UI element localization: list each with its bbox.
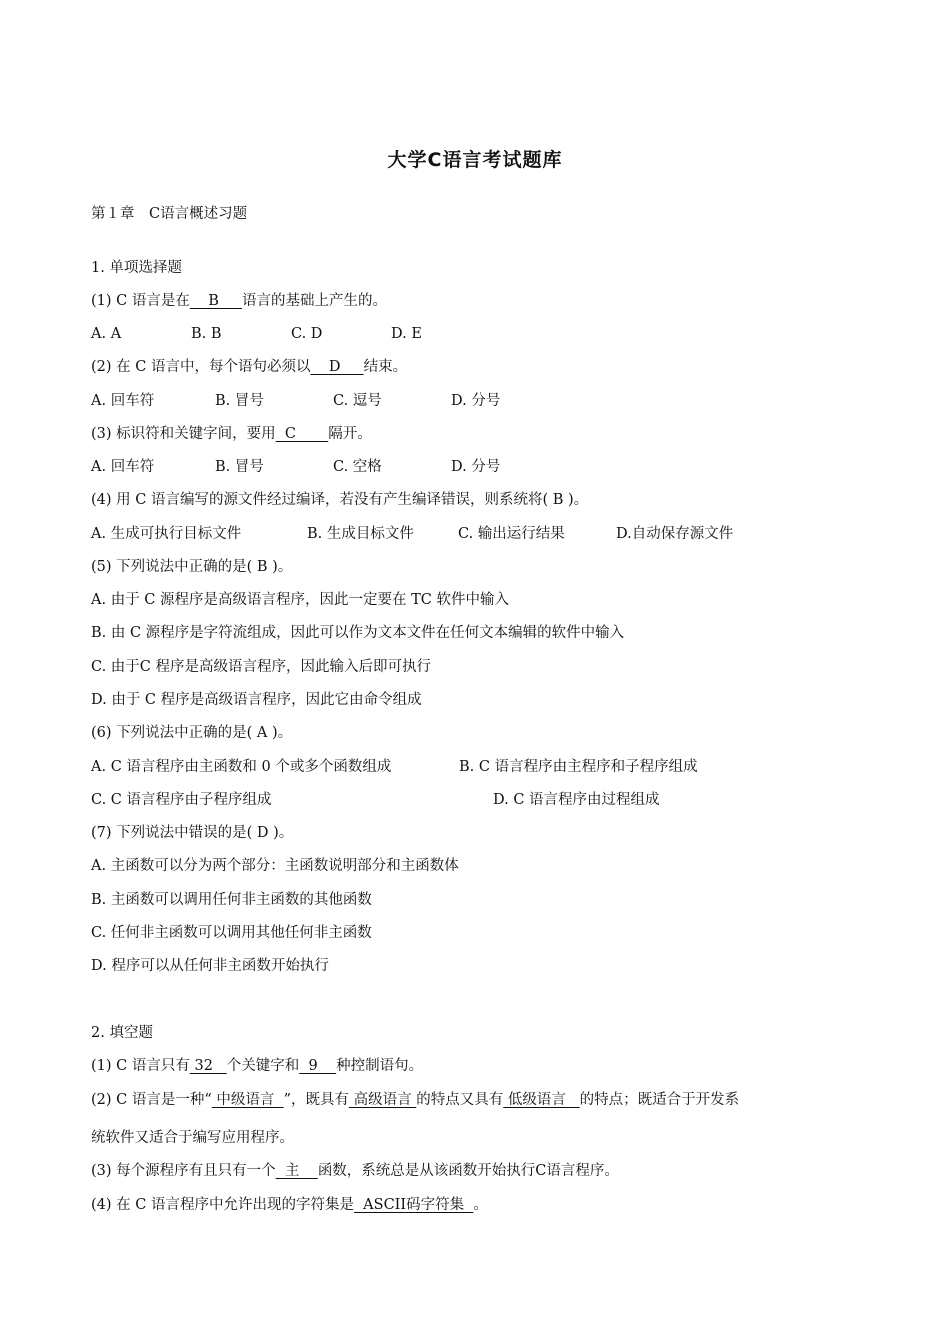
question-3-options — [91, 457, 500, 477]
fill-question-3: (3) 每个源程序有且只有一个 主 函数，系统总是从该函数开始执行C语言程序。 — [91, 1163, 619, 1179]
option-b: B. 生成目标文件 — [307, 526, 414, 542]
answer-blank: 32 — [189, 1058, 227, 1074]
question-7-option-d: D. 程序可以从任何非主函数开始执行 — [91, 958, 329, 974]
answer-blank: 9 — [299, 1058, 337, 1074]
fill-question-2-continued: 统软件又适合于编写应用程序。 — [91, 1130, 294, 1146]
option-b: B. 冒号 — [215, 393, 264, 409]
page-title: 大学C语言考试题库 — [387, 149, 563, 171]
fill-question-2: (2) C 语言是一种“ 中级语言 ”，既具有 高级语言 的特点又具有 低级语言 的特点；既适合于开发系 — [91, 1092, 740, 1108]
question-6-options-row2 — [91, 790, 660, 810]
fill-question-1: (1) C 语言只有 32 个关键字和 9 种控制语句。 — [91, 1058, 424, 1074]
question-2: (2) 在 C 语言中，每个语句必须以 D 结束。 — [91, 359, 408, 375]
option-a: A. 回车符 — [91, 393, 155, 409]
option-c: C. D — [291, 326, 323, 342]
question-2-options — [91, 391, 500, 411]
question-5: (5) 下列说法中正确的是( B )。 — [91, 559, 293, 575]
question-5-option-b: B. 由 C 源程序是字符流组成，因此可以作为文本文件在任何文本编辑的软件中输入 — [91, 625, 625, 641]
question-5-option-a: A. 由于 C 源程序是高级语言程序，因此一定要在 TC 软件中输入 — [91, 592, 509, 608]
option-a: A. C 语言程序由主函数和 0 个或多个函数组成 — [91, 759, 392, 775]
question-1-options — [91, 324, 422, 344]
option-c: C. 空格 — [333, 459, 382, 475]
question-5-option-c: C. 由于C 程序是高级语言程序，因此输入后即可执行 — [91, 659, 431, 675]
answer-blank: 高级语言 — [349, 1092, 417, 1108]
option-d: D. C 语言程序由过程组成 — [493, 792, 660, 808]
option-b: B. 冒号 — [215, 459, 264, 475]
section-heading-fill: 2. 填空题 — [91, 1025, 153, 1041]
answer-blank: B — [189, 293, 242, 309]
option-c: C. 输出运行结果 — [458, 526, 565, 542]
answer-blank: ASCII码字符集 — [353, 1197, 474, 1213]
question-7-option-b: B. 主函数可以调用任何非主函数的其他函数 — [91, 892, 372, 908]
answer-blank: 主 — [275, 1163, 318, 1179]
fill-question-4: (4) 在 C 语言程序中允许出现的字符集是 ASCII码字符集 。 — [91, 1197, 488, 1213]
question-3: (3) 标识符和关键字间，要用 C 隔开。 — [91, 426, 372, 442]
option-b: B. C 语言程序由主程序和子程序组成 — [459, 759, 698, 775]
answer-blank: D — [310, 359, 364, 375]
question-6: (6) 下列说法中正确的是( A )。 — [91, 725, 293, 741]
option-a: A. A — [91, 326, 122, 342]
option-d: D. 分号 — [451, 459, 501, 475]
question-4-options — [91, 524, 733, 544]
option-c: C. C 语言程序由子程序组成 — [91, 792, 272, 808]
question-7-option-a: A. 主函数可以分为两个部分：主函数说明部分和主函数体 — [91, 858, 459, 874]
question-4: (4) 用 C 语言编写的源文件经过编译，若没有产生编译错误，则系统将( B )。 — [91, 492, 589, 508]
chapter-heading: 第１章 C语言概述习题 — [91, 206, 248, 222]
question-7: (7) 下列说法中错误的是( D )。 — [91, 825, 294, 841]
option-d: D. E — [391, 326, 422, 342]
question-6-options-row1 — [91, 757, 698, 777]
option-d: D. 分号 — [451, 393, 501, 409]
section-heading-choice: 1. 单项选择题 — [91, 260, 182, 276]
answer-blank: C — [275, 426, 329, 442]
answer-blank: 中级语言 — [211, 1092, 284, 1108]
question-7-option-c: C. 任何非主函数可以调用其他任何非主函数 — [91, 925, 372, 941]
option-d: D.自动保存源文件 — [616, 526, 734, 542]
option-b: B. B — [191, 326, 222, 342]
option-a: A. 生成可执行目标文件 — [91, 526, 242, 542]
option-c: C. 逗号 — [333, 393, 382, 409]
option-a: A. 回车符 — [91, 459, 155, 475]
question-1: (1) C 语言是在 B 语言的基础上产生的。 — [91, 293, 387, 309]
answer-blank: 低级语言 — [503, 1092, 580, 1108]
question-5-option-d: D. 由于 C 程序是高级语言程序，因此它由命令组成 — [91, 692, 422, 708]
